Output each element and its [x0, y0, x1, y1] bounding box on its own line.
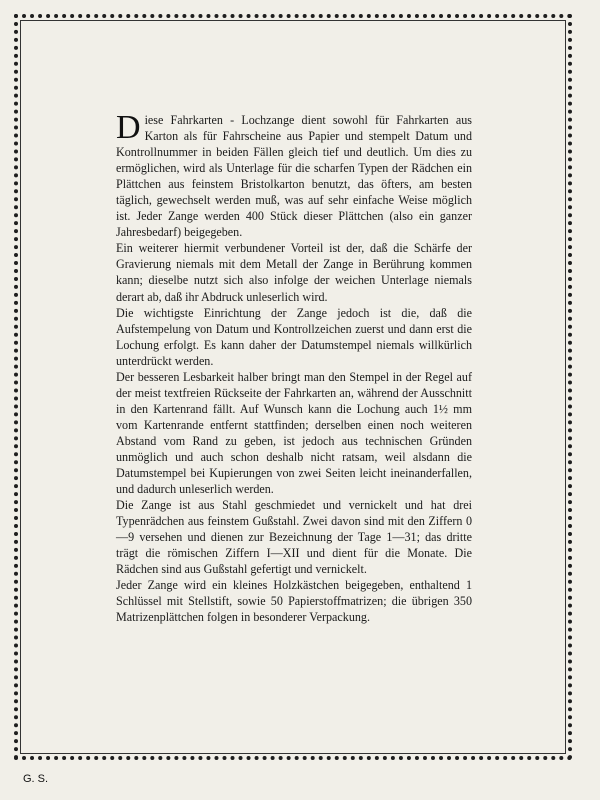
footer-initials: G. S.	[23, 773, 49, 785]
paragraph-6: Jeder Zange wird ein kleines Holzkästchen beigegeben, enthaltend 1 Schlüssel mit Stellstift, sowie 50 Papierstoffmatrizen; die übrigen 350 Matrizenplättchen folgen in besonderer Verpackung.	[116, 578, 472, 625]
paragraph-2: Ein weiterer hiermit verbundener Vorteil ist der, daß die Schärfe der Gravierung niemals mit dem Metall der Zange in Berührung kommen kann; dieselbe nutzt sich also infolge der weichen Unterlage niemals derart ab, daß ihr Abdruck unleserlich wird.	[116, 241, 472, 304]
paragraph-3: Die wichtigste Einrichtung der Zange jedoch ist die, daß die Aufstempelung von Datum und Kontrollzeichen zuerst und dann erst die Lochung erfolgt. Es kann daher der Datumstempel niemals willkürlich unterdrückt werden.	[116, 305, 472, 368]
drop-cap: D	[116, 109, 141, 146]
paragraph-5: Die Zange ist aus Stahl geschmiedet und vernickelt und hat drei Typenrädchen aus feinstem Gußstahl. Zwei davon sind mit den Ziffern 0—9 versehen und dienen zur Bezeichnung der Tage 1—31; das dritte trägt die römischen Ziffern I—XII und dient für die Monate. Die Rädchen sind aus Gußstahl gefertigt und vernickelt.	[116, 498, 472, 577]
paragraph-4: Der besseren Lesbarkeit halber bringt man den Stempel in der Regel auf der meist textfreien Rückseite der Fahrkarten an, während der Ausschnitt in den Kartenrand fällt. Auf Wunsch kann die Lochung auch 1½ mm vom Kartenrande entfernt stattfinden; derselben einen noch weiteren Abstand vom Rand zu geben, ist jedoch aus technischen Gründen unmöglich und auch schon deshalb nicht ratsam, weil alsdann die Datumstempel bei Kupierungen von zwei Seiten leicht ineinanderfallen, und dadurch unleserlich werden.	[116, 369, 472, 497]
paragraph-1-text: iese Fahrkarten - Lochzange dient sowohl für Fahrkarten aus Karton als für Fahrscheine aus Papier und stempelt Datum und Kontrollnummer in beiden Fällen gleich tief und deutlich. Um dies zu ermöglichen, wird als Unterlage für die scharfen Typen der Rädchen ein Plättchen aus feinstem Bristolkarton benutzt, das öfters, am besten täglich, gewechselt werden muß, was auf sehr einfache Weise möglich ist. Jeder Zange werden 400 Stück dieser Plättchen (also ein ganzer Jahresbedarf) beigegeben.	[116, 113, 472, 240]
document-body	[116, 109, 472, 626]
paragraph-1	[116, 109, 472, 240]
